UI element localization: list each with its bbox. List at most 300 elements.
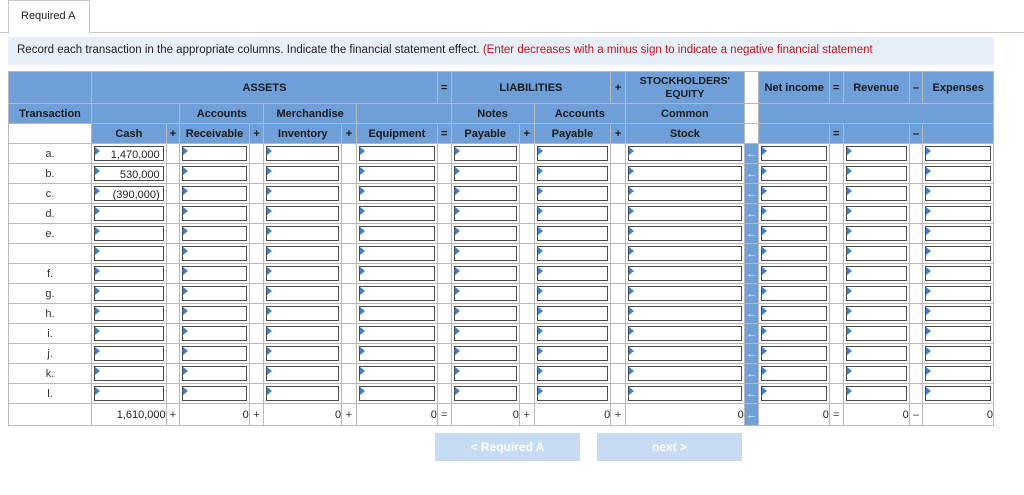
receivable-input[interactable]	[182, 346, 246, 361]
header-expenses: Expenses	[923, 72, 994, 104]
revenue-input[interactable]	[846, 326, 907, 341]
header-blank	[843, 124, 909, 144]
sign-blank	[829, 164, 843, 184]
accounts_payable-input[interactable]	[537, 186, 609, 201]
sign-blank	[437, 364, 451, 384]
expenses-input[interactable]	[925, 366, 991, 381]
accounts_payable-input[interactable]	[537, 266, 609, 281]
cell-cash	[92, 264, 167, 284]
table-row	[9, 224, 994, 244]
header-merchandise: Merchandise	[264, 104, 356, 124]
sign-blank	[519, 384, 534, 404]
equipment-input[interactable]	[359, 286, 435, 301]
transaction-label: g.	[9, 284, 92, 304]
inventory-input[interactable]	[266, 146, 339, 161]
sign-blank	[249, 284, 264, 304]
sign-blank	[909, 144, 923, 164]
inventory-input[interactable]	[266, 266, 339, 281]
cell-common_stock	[625, 284, 744, 304]
revenue-input[interactable]	[846, 246, 907, 261]
notes_payable-input[interactable]	[454, 166, 517, 181]
expenses-input[interactable]	[925, 306, 991, 321]
transaction-label: k.	[9, 364, 92, 384]
sign-blank	[829, 204, 843, 224]
sign-blank	[829, 244, 843, 264]
notes_payable-input[interactable]	[454, 286, 517, 301]
accounts_payable-input[interactable]	[537, 326, 609, 341]
transaction-label	[9, 244, 92, 264]
common_stock-input[interactable]	[628, 166, 742, 181]
accounts_payable-input[interactable]	[537, 306, 609, 321]
cell-cash	[92, 204, 167, 224]
cell-receivable	[180, 364, 249, 384]
inventory-input[interactable]	[266, 246, 339, 261]
cell-common_stock	[625, 204, 744, 224]
cell-expenses	[923, 144, 994, 164]
cell-inventory	[264, 244, 342, 264]
header-equals-2: =	[829, 72, 843, 104]
cell-notes_payable	[451, 304, 519, 324]
equipment-input[interactable]	[359, 306, 435, 321]
common_stock-input[interactable]	[628, 286, 742, 301]
arrow-left-icon: ←	[744, 344, 759, 364]
sign-blank	[829, 384, 843, 404]
transaction-label: l.	[9, 384, 92, 404]
sign-blank	[611, 164, 626, 184]
net_income-input[interactable]	[761, 266, 826, 281]
cell-expenses	[923, 264, 994, 284]
sign-blank	[342, 344, 357, 364]
cell-expenses	[923, 324, 994, 344]
header-blank	[759, 104, 994, 124]
revenue-input[interactable]	[846, 146, 907, 161]
sign-blank	[611, 304, 626, 324]
header-blank	[9, 124, 92, 144]
sign-blank	[909, 304, 923, 324]
sign-blank	[166, 224, 180, 244]
cell-revenue	[843, 364, 909, 384]
cell-net_income	[759, 204, 829, 224]
expenses-input[interactable]	[925, 386, 991, 401]
transaction-label: c.	[9, 184, 92, 204]
sign-blank	[437, 164, 451, 184]
cell-net_income	[759, 344, 829, 364]
sign-blank	[909, 384, 923, 404]
accounting-equation-table	[8, 71, 994, 426]
notes_payable-input[interactable]	[454, 366, 517, 381]
cell-cash	[92, 304, 167, 324]
cell-notes_payable	[451, 204, 519, 224]
cash-input[interactable]	[94, 366, 164, 381]
header-blank	[9, 72, 92, 104]
sign-blank	[829, 184, 843, 204]
arrow-left-icon: ←	[744, 204, 759, 224]
cell-notes_payable	[451, 144, 519, 164]
common_stock-input[interactable]	[628, 186, 742, 201]
cash-input[interactable]	[94, 266, 164, 281]
cell-equipment	[356, 244, 437, 264]
cash-input[interactable]	[94, 326, 164, 341]
expenses-input[interactable]	[925, 226, 991, 241]
sign-blank	[437, 304, 451, 324]
common_stock-input[interactable]	[628, 226, 742, 241]
header-accounts-2: Accounts	[534, 104, 625, 124]
sign-blank	[249, 164, 264, 184]
cell-net_income	[759, 244, 829, 264]
cash-input[interactable]	[94, 206, 164, 221]
equipment-input[interactable]	[359, 146, 435, 161]
sign-blank	[909, 204, 923, 224]
accounts_payable-input[interactable]	[537, 386, 609, 401]
cell-expenses	[923, 244, 994, 264]
sign-blank	[909, 164, 923, 184]
cell-common_stock	[625, 324, 744, 344]
cell-revenue	[843, 284, 909, 304]
sign-blank	[166, 364, 180, 384]
cash-input[interactable]	[94, 226, 164, 241]
sign-blank	[166, 284, 180, 304]
cell-notes_payable	[451, 364, 519, 384]
notes_payable-input[interactable]	[454, 326, 517, 341]
receivable-input[interactable]	[182, 146, 246, 161]
instructions	[8, 37, 994, 65]
prev-required-a-button[interactable]: < Required A	[435, 433, 580, 461]
net_income-input[interactable]	[761, 166, 826, 181]
notes_payable-input[interactable]	[454, 266, 517, 281]
cell-revenue	[843, 144, 909, 164]
net_income-input[interactable]	[761, 246, 826, 261]
expenses-input[interactable]	[925, 186, 991, 201]
accounts_payable-input[interactable]	[537, 366, 609, 381]
expenses-input[interactable]	[925, 146, 991, 161]
cash-input[interactable]	[94, 306, 164, 321]
equipment-input[interactable]	[359, 226, 435, 241]
cash-input[interactable]: 1,470,000	[94, 146, 164, 161]
cell-equipment	[356, 284, 437, 304]
table-row	[9, 204, 994, 224]
transaction-label: f.	[9, 264, 92, 284]
sign: +	[342, 404, 357, 426]
transaction-label: h.	[9, 304, 92, 324]
net_income-input[interactable]	[761, 326, 826, 341]
header-minus: –	[909, 72, 923, 104]
header-receivable: Receivable	[180, 124, 249, 144]
accounts_payable-input[interactable]	[537, 286, 609, 301]
revenue-input[interactable]	[846, 286, 907, 301]
header-assets: ASSETS	[92, 72, 438, 104]
inventory-input[interactable]	[266, 366, 339, 381]
common_stock-input[interactable]	[628, 206, 742, 221]
equipment-input[interactable]	[359, 206, 435, 221]
header-payable-2: Payable	[534, 124, 611, 144]
equipment-input[interactable]	[359, 186, 435, 201]
cell-accounts_payable	[534, 264, 611, 284]
inventory-input[interactable]	[266, 286, 339, 301]
cash-input[interactable]	[94, 346, 164, 361]
sign-blank	[909, 224, 923, 244]
receivable-input[interactable]	[182, 326, 246, 341]
total-receivable: 0	[180, 404, 249, 426]
cash-input[interactable]	[94, 386, 164, 401]
net_income-input[interactable]	[761, 306, 826, 321]
table-row	[9, 244, 994, 264]
receivable-input[interactable]	[182, 186, 246, 201]
sign-blank	[519, 164, 534, 184]
sign-blank	[437, 204, 451, 224]
header-transaction: Transaction	[9, 104, 92, 124]
notes_payable-input[interactable]	[454, 346, 517, 361]
inventory-input[interactable]	[266, 346, 339, 361]
sign-blank	[909, 364, 923, 384]
cell-equipment	[356, 144, 437, 164]
common_stock-input[interactable]	[628, 146, 742, 161]
accounts_payable-input[interactable]	[537, 166, 609, 181]
accounts_payable-input[interactable]	[537, 206, 609, 221]
header-inventory: Inventory	[264, 124, 342, 144]
revenue-input[interactable]	[846, 366, 907, 381]
cell-notes_payable	[451, 284, 519, 304]
cash-input[interactable]	[94, 246, 164, 261]
receivable-input[interactable]	[182, 226, 246, 241]
header-blank	[92, 104, 180, 124]
receivable-input[interactable]	[182, 286, 246, 301]
revenue-input[interactable]	[846, 226, 907, 241]
total-label	[9, 404, 92, 426]
sign: +	[519, 404, 534, 426]
cell-equipment	[356, 164, 437, 184]
next-button[interactable]: next >	[597, 433, 742, 461]
table-row	[9, 184, 994, 204]
sign-blank	[909, 264, 923, 284]
receivable-input[interactable]	[182, 386, 246, 401]
sign: =	[437, 124, 451, 144]
cell-cash	[92, 244, 167, 264]
cell-equipment	[356, 344, 437, 364]
arrow-left-icon: ←	[744, 264, 759, 284]
sign-blank	[829, 344, 843, 364]
sign-blank	[437, 384, 451, 404]
expenses-input[interactable]	[925, 246, 991, 261]
header-common: Common	[625, 104, 744, 124]
sign-blank	[166, 144, 180, 164]
header-liabilities: LIABILITIES	[451, 72, 611, 104]
notes_payable-input[interactable]	[454, 226, 517, 241]
cell-equipment	[356, 324, 437, 344]
sign-blank	[611, 364, 626, 384]
net_income-input[interactable]	[761, 226, 826, 241]
accounts_payable-input[interactable]	[537, 246, 609, 261]
accounts_payable-input[interactable]	[537, 146, 609, 161]
cell-receivable	[180, 264, 249, 284]
inventory-input[interactable]	[266, 386, 339, 401]
cash-input[interactable]: 530,000	[94, 166, 164, 181]
cell-receivable	[180, 284, 249, 304]
sign-blank	[249, 344, 264, 364]
receivable-input[interactable]	[182, 246, 246, 261]
cell-revenue	[843, 384, 909, 404]
net_income-input[interactable]	[761, 206, 826, 221]
expenses-input[interactable]	[925, 286, 991, 301]
total-expenses: 0	[923, 404, 994, 426]
common_stock-input[interactable]	[628, 366, 742, 381]
common_stock-input[interactable]	[628, 246, 742, 261]
cell-equipment	[356, 184, 437, 204]
expenses-input[interactable]	[925, 326, 991, 341]
cell-equipment	[356, 304, 437, 324]
sign-blank	[342, 244, 357, 264]
cell-inventory	[264, 364, 342, 384]
common_stock-input[interactable]	[628, 306, 742, 321]
net_income-input[interactable]	[761, 386, 826, 401]
sign-blank	[437, 324, 451, 344]
cell-revenue	[843, 204, 909, 224]
cell-receivable	[180, 384, 249, 404]
notes_payable-input[interactable]	[454, 206, 517, 221]
sign-blank	[166, 204, 180, 224]
sign: +	[166, 404, 180, 426]
notes_payable-input[interactable]	[454, 386, 517, 401]
revenue-input[interactable]	[846, 206, 907, 221]
accounts_payable-input[interactable]	[537, 226, 609, 241]
net_income-input[interactable]	[761, 346, 826, 361]
table-row	[9, 324, 994, 344]
accounts_payable-input[interactable]	[537, 346, 609, 361]
inventory-input[interactable]	[266, 326, 339, 341]
equipment-input[interactable]	[359, 386, 435, 401]
net_income-input[interactable]	[761, 366, 826, 381]
sign-blank	[519, 244, 534, 264]
cell-accounts_payable	[534, 224, 611, 244]
cell-revenue	[843, 184, 909, 204]
sign-blank	[519, 344, 534, 364]
notes_payable-input[interactable]	[454, 146, 517, 161]
cash-input[interactable]	[94, 286, 164, 301]
cell-common_stock	[625, 264, 744, 284]
common_stock-input[interactable]	[628, 386, 742, 401]
cell-inventory	[264, 304, 342, 324]
receivable-input[interactable]	[182, 266, 246, 281]
cell-notes_payable	[451, 244, 519, 264]
sign-blank	[611, 184, 626, 204]
cell-receivable	[180, 324, 249, 344]
sign: =	[829, 124, 843, 144]
notes_payable-input[interactable]	[454, 306, 517, 321]
sign-blank	[166, 304, 180, 324]
sign-blank	[909, 184, 923, 204]
header-gap	[744, 104, 759, 124]
sign-blank	[249, 384, 264, 404]
cell-receivable	[180, 224, 249, 244]
receivable-input[interactable]	[182, 206, 246, 221]
expenses-input[interactable]	[925, 346, 991, 361]
revenue-input[interactable]	[846, 186, 907, 201]
cell-net_income	[759, 144, 829, 164]
equipment-input[interactable]	[359, 266, 435, 281]
common_stock-input[interactable]	[628, 266, 742, 281]
notes_payable-input[interactable]	[454, 246, 517, 261]
cell-common_stock	[625, 164, 744, 184]
sign-blank	[829, 364, 843, 384]
total-row	[9, 404, 994, 426]
revenue-input[interactable]	[846, 346, 907, 361]
cell-accounts_payable	[534, 164, 611, 184]
common_stock-input[interactable]	[628, 346, 742, 361]
sign-blank	[909, 244, 923, 264]
sign: +	[249, 124, 264, 144]
sign-blank	[437, 284, 451, 304]
equipment-input[interactable]	[359, 246, 435, 261]
cell-net_income	[759, 184, 829, 204]
cell-net_income	[759, 364, 829, 384]
net_income-input[interactable]	[761, 286, 826, 301]
sign-blank	[437, 184, 451, 204]
table-row	[9, 304, 994, 324]
inventory-input[interactable]	[266, 206, 339, 221]
expenses-input[interactable]	[925, 166, 991, 181]
inventory-input[interactable]	[266, 166, 339, 181]
sign-blank	[829, 324, 843, 344]
cell-equipment	[356, 204, 437, 224]
revenue-input[interactable]	[846, 306, 907, 321]
equipment-input[interactable]	[359, 366, 435, 381]
sign-blank	[342, 324, 357, 344]
sign-blank	[249, 224, 264, 244]
sign-blank	[829, 264, 843, 284]
cell-inventory	[264, 344, 342, 364]
sign-blank	[829, 284, 843, 304]
cash-input[interactable]: (390,000)	[94, 186, 164, 201]
table-row	[9, 164, 994, 184]
sign: –	[909, 404, 923, 426]
expenses-input[interactable]	[925, 206, 991, 221]
equipment-input[interactable]	[359, 326, 435, 341]
receivable-input[interactable]	[182, 166, 246, 181]
revenue-input[interactable]	[846, 266, 907, 281]
arrow-left-icon: ←	[744, 404, 759, 426]
revenue-input[interactable]	[846, 166, 907, 181]
expenses-input[interactable]	[925, 266, 991, 281]
equipment-input[interactable]	[359, 166, 435, 181]
cell-accounts_payable	[534, 204, 611, 224]
notes_payable-input[interactable]	[454, 186, 517, 201]
sign-blank	[437, 144, 451, 164]
sign-blank	[611, 244, 626, 264]
cell-net_income	[759, 324, 829, 344]
sign-blank	[342, 164, 357, 184]
inventory-input[interactable]	[266, 186, 339, 201]
equipment-input[interactable]	[359, 346, 435, 361]
sign: +	[611, 404, 626, 426]
cell-inventory	[264, 284, 342, 304]
net_income-input[interactable]	[761, 186, 826, 201]
sign: =	[829, 404, 843, 426]
common_stock-input[interactable]	[628, 326, 742, 341]
tab-required-a[interactable]: Required A	[8, 0, 90, 34]
instructions-note: (Enter decreases with a minus sign to indicate a negative financial statement	[482, 44, 873, 56]
cell-common_stock	[625, 184, 744, 204]
cell-net_income	[759, 164, 829, 184]
sign-blank	[611, 284, 626, 304]
cell-accounts_payable	[534, 284, 611, 304]
inventory-input[interactable]	[266, 306, 339, 321]
inventory-input[interactable]	[266, 226, 339, 241]
sign-blank	[437, 244, 451, 264]
receivable-input[interactable]	[182, 366, 246, 381]
receivable-input[interactable]	[182, 306, 246, 321]
net_income-input[interactable]	[761, 146, 826, 161]
revenue-input[interactable]	[846, 386, 907, 401]
sign-blank	[611, 384, 626, 404]
